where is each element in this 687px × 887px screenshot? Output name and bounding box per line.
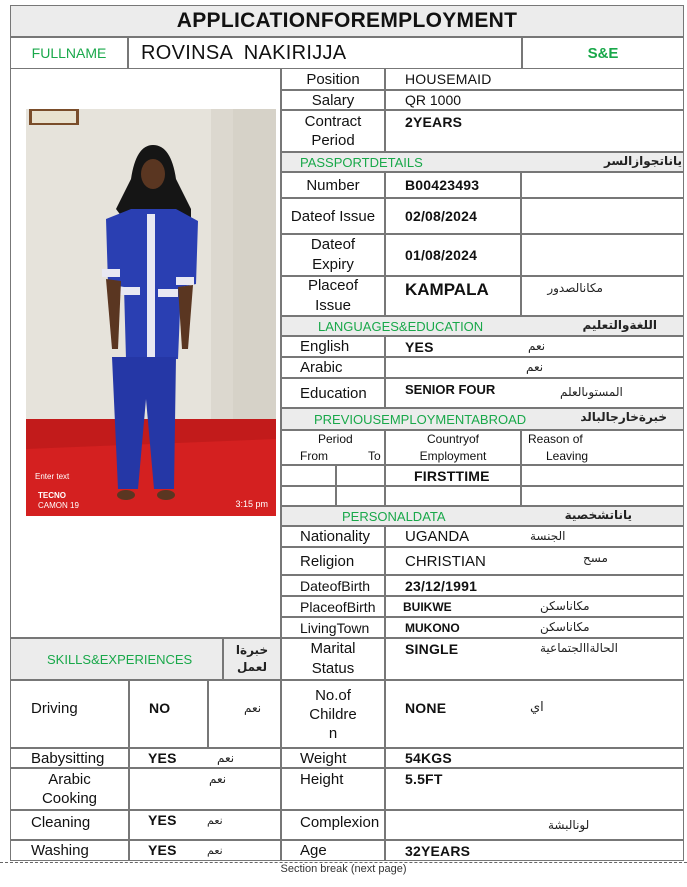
arabic-ar: نعم bbox=[526, 360, 544, 374]
complexion-label: Complexion bbox=[300, 814, 380, 831]
contract-label-cell bbox=[281, 110, 385, 152]
age-value-cell bbox=[385, 840, 684, 861]
photo-caption: Enter text bbox=[35, 472, 70, 481]
previous-from-label: From bbox=[300, 449, 328, 463]
issue-date-value-cell bbox=[385, 198, 521, 234]
religion-label: Religion bbox=[300, 552, 355, 570]
passport-header-ar: ياناتجوازالسر bbox=[603, 154, 682, 168]
previous-entry: FIRSTTIME bbox=[414, 467, 490, 484]
personal-header-ar: ياناتشخصية bbox=[564, 508, 632, 522]
weight-label: Weight bbox=[300, 749, 347, 767]
section-break-label bbox=[0, 863, 687, 875]
passport-number-label: Number bbox=[306, 176, 360, 194]
place-issue-value-cell bbox=[385, 276, 521, 316]
dob-value-cell bbox=[385, 575, 684, 596]
place-issue-label-1: Placeof bbox=[307, 277, 359, 294]
place-issue-ar: مكانالصدور bbox=[547, 281, 603, 295]
education-value: SENIOR FOUR bbox=[405, 382, 496, 397]
arabic-label-cell bbox=[281, 357, 385, 378]
salary-label-cell bbox=[281, 90, 385, 110]
height-label: Height bbox=[300, 771, 344, 788]
religion-label-cell bbox=[281, 547, 385, 575]
previous-country-label-2: Employment bbox=[419, 448, 487, 463]
position-label-cell bbox=[281, 69, 385, 90]
place-issue-value: KAMPALA bbox=[405, 280, 489, 299]
pob-value-cell bbox=[385, 596, 684, 617]
dob-value: 23/12/1991 bbox=[405, 577, 478, 594]
expiry-value-cell bbox=[385, 234, 521, 276]
previous-reason-value-cell bbox=[521, 465, 684, 486]
cleaning-label-cell bbox=[10, 810, 129, 840]
washing-ar: نعم bbox=[207, 844, 223, 857]
age-label: Age bbox=[300, 842, 327, 859]
salary-label: Salary bbox=[311, 91, 355, 109]
cooking-ar: نعم bbox=[209, 772, 227, 786]
salary-value: QR 1000 bbox=[405, 92, 462, 108]
children-label-1: No.of bbox=[315, 686, 351, 704]
fullname-value-cell bbox=[128, 37, 522, 69]
marital-label-1: Marital bbox=[310, 640, 356, 657]
cleaning-label: Cleaning bbox=[31, 814, 91, 831]
education-value-cell bbox=[385, 378, 684, 408]
cleaning-value: YES bbox=[148, 812, 177, 828]
skills-header-ar-2: لعمل bbox=[236, 660, 268, 674]
languages-header-text: LANGUAGES&EDUCATION bbox=[318, 318, 484, 334]
weight-value-cell bbox=[385, 748, 684, 768]
living-value: MUKONO bbox=[405, 620, 460, 635]
passport-number-ar-cell bbox=[521, 172, 684, 198]
photo-time: 3:15 pm bbox=[235, 499, 268, 509]
place-issue-label-cell bbox=[281, 276, 385, 316]
issue-date-value: 02/08/2024 bbox=[405, 208, 478, 224]
skills-header bbox=[10, 638, 223, 680]
religion-value-cell bbox=[385, 547, 684, 575]
skills-header-text: SKILLS&EXPERIENCES bbox=[47, 651, 193, 667]
photo-illustration bbox=[26, 109, 276, 516]
fullname-value: ROVINSA NAKIRIJJA bbox=[141, 41, 347, 64]
applicant-photo bbox=[26, 109, 276, 516]
children-label-cell bbox=[281, 680, 385, 748]
nationality-label: Nationality bbox=[300, 528, 371, 545]
cooking-value-cell bbox=[129, 768, 281, 810]
previous-country-label-1: Countryof bbox=[426, 431, 480, 446]
expiry-value: 01/08/2024 bbox=[405, 247, 478, 263]
complexion-ar: لونالبشة bbox=[548, 818, 590, 832]
fullname-label-cell bbox=[10, 37, 128, 69]
age-value: 32YEARS bbox=[405, 842, 471, 859]
passport-header-text: PASSPORTDETAILS bbox=[300, 154, 423, 170]
cleaning-ar: نعم bbox=[207, 814, 223, 827]
camera-brand: TECNO bbox=[38, 491, 66, 500]
nationality-label-cell bbox=[281, 526, 385, 547]
expiry-label-1: Dateof bbox=[310, 236, 356, 253]
education-ar: المستوىالعلم bbox=[560, 385, 623, 399]
languages-header-ar: اللغةوالتعليم bbox=[582, 318, 657, 332]
previous-header-ar: خبرةخارجالبالد bbox=[580, 410, 667, 424]
marital-label-2: Status bbox=[311, 660, 355, 677]
driving-ar: نعم bbox=[244, 701, 262, 715]
marital-ar: الحالةاالجتماعية bbox=[540, 641, 618, 655]
position-value: HOUSEMAID bbox=[405, 71, 492, 87]
washing-value: YES bbox=[148, 842, 177, 858]
complexion-value-cell bbox=[385, 810, 684, 840]
children-label-2: Childre bbox=[309, 705, 357, 723]
nationality-ar: الجنسة bbox=[530, 529, 566, 543]
camera-model: CAMON 19 bbox=[38, 501, 79, 510]
previous-to-cell bbox=[336, 465, 385, 486]
height-label-cell bbox=[281, 768, 385, 810]
washing-label: Washing bbox=[31, 842, 89, 859]
english-value: YES bbox=[405, 338, 434, 355]
previous-header-text: PREVIOUSEMPLOYMENTABROAD bbox=[314, 411, 527, 427]
skills-header-ar-cell bbox=[223, 638, 281, 680]
previous-reason-cell-2 bbox=[521, 486, 684, 506]
passport-number-value: B00423493 bbox=[405, 177, 480, 193]
previous-from-cell-2 bbox=[281, 486, 336, 506]
contract-value-cell bbox=[385, 110, 684, 152]
driving-label: Driving bbox=[31, 700, 78, 717]
english-label: English bbox=[300, 338, 350, 355]
religion-value: CHRISTIAN bbox=[405, 552, 486, 570]
arabic-label: Arabic bbox=[300, 359, 343, 376]
position-value-cell bbox=[385, 69, 684, 90]
marital-label-cell bbox=[281, 638, 385, 680]
living-ar: مكاناسكن bbox=[540, 620, 590, 634]
issue-date-ar-cell bbox=[521, 198, 684, 234]
previous-reason-label-2: Leaving bbox=[546, 449, 589, 463]
issue-date-label: Dateof Issue bbox=[290, 207, 376, 225]
weight-value: 54KGS bbox=[405, 750, 452, 766]
previous-country-cell bbox=[385, 430, 521, 465]
dob-label: DateofBirth bbox=[300, 577, 371, 594]
children-value: NONE bbox=[405, 700, 447, 716]
fullname-label: FULLNAME bbox=[31, 45, 107, 61]
previous-to-label: To bbox=[368, 449, 381, 463]
driving-value-cell bbox=[129, 680, 208, 748]
cooking-label-cell bbox=[10, 768, 129, 810]
previous-from-cell bbox=[281, 465, 336, 486]
driving-value: NO bbox=[149, 700, 171, 716]
washing-label-cell bbox=[10, 840, 129, 861]
complexion-label-cell bbox=[281, 810, 385, 840]
contract-label-2: Period bbox=[311, 132, 355, 149]
age-label-cell bbox=[281, 840, 385, 861]
personal-header-text: PERSONALDATA bbox=[342, 508, 446, 524]
expiry-label-cell bbox=[281, 234, 385, 276]
education-label-cell bbox=[281, 378, 385, 408]
passport-number-label-cell bbox=[281, 172, 385, 198]
driving-ar-cell bbox=[208, 680, 281, 748]
education-label: Education bbox=[300, 384, 367, 402]
living-label-cell bbox=[281, 617, 385, 638]
nationality-value: UGANDA bbox=[405, 528, 470, 545]
pob-label-cell bbox=[281, 596, 385, 617]
contract-label-1: Contract bbox=[304, 113, 362, 130]
marital-value: SINGLE bbox=[405, 641, 459, 657]
living-label: LivingTown bbox=[300, 619, 370, 636]
driving-label-cell bbox=[10, 680, 129, 748]
marital-value-cell bbox=[385, 638, 684, 680]
weight-label-cell bbox=[281, 748, 385, 768]
passport-number-value-cell bbox=[385, 172, 521, 198]
expiry-label-2: Expiry bbox=[312, 256, 354, 273]
english-label-cell bbox=[281, 336, 385, 357]
height-value-cell bbox=[385, 768, 684, 810]
previous-period-label: Period bbox=[318, 432, 353, 446]
expiry-ar-cell bbox=[521, 234, 684, 276]
form-title-text: APPLICATIONFOREMPLOYMENT bbox=[176, 9, 518, 32]
contract-value: 2YEARS bbox=[405, 114, 463, 130]
skills-header-ar-1: خبرةا bbox=[235, 643, 269, 657]
babysitting-ar: نعم bbox=[217, 751, 235, 765]
previous-country-value-cell bbox=[385, 465, 521, 486]
position-label: Position bbox=[306, 70, 360, 88]
cooking-label-2: Cooking bbox=[41, 790, 98, 807]
religion-ar: مسح bbox=[583, 551, 608, 565]
cooking-label-1: Arabic bbox=[48, 771, 91, 788]
place-issue-ar-cell bbox=[521, 276, 684, 316]
children-label-3: n bbox=[328, 724, 338, 742]
pob-ar: مكاناسكن bbox=[540, 599, 590, 613]
babysitting-value: YES bbox=[148, 750, 177, 766]
form-title bbox=[10, 5, 684, 37]
issue-date-label-cell bbox=[281, 198, 385, 234]
children-ar: اي bbox=[530, 700, 544, 715]
dob-label-cell bbox=[281, 575, 385, 596]
previous-country-cell-2 bbox=[385, 486, 521, 506]
pob-value: BUIKWE bbox=[403, 599, 452, 614]
place-issue-label-2: Issue bbox=[315, 297, 351, 314]
height-value: 5.5FT bbox=[405, 771, 443, 787]
babysitting-label: Babysitting bbox=[31, 749, 105, 767]
salary-value-cell bbox=[385, 90, 684, 110]
english-ar: نعم bbox=[528, 339, 546, 353]
section-break-text: Section break (next page) bbox=[278, 863, 410, 875]
babysitting-label-cell bbox=[10, 748, 129, 768]
pob-label: PlaceofBirth bbox=[300, 598, 376, 615]
agency-name: S&E bbox=[587, 44, 619, 62]
previous-reason-label-1: Reason of bbox=[528, 432, 583, 446]
agency-cell bbox=[522, 37, 684, 69]
living-value-cell bbox=[385, 617, 684, 638]
previous-to-cell-2 bbox=[336, 486, 385, 506]
